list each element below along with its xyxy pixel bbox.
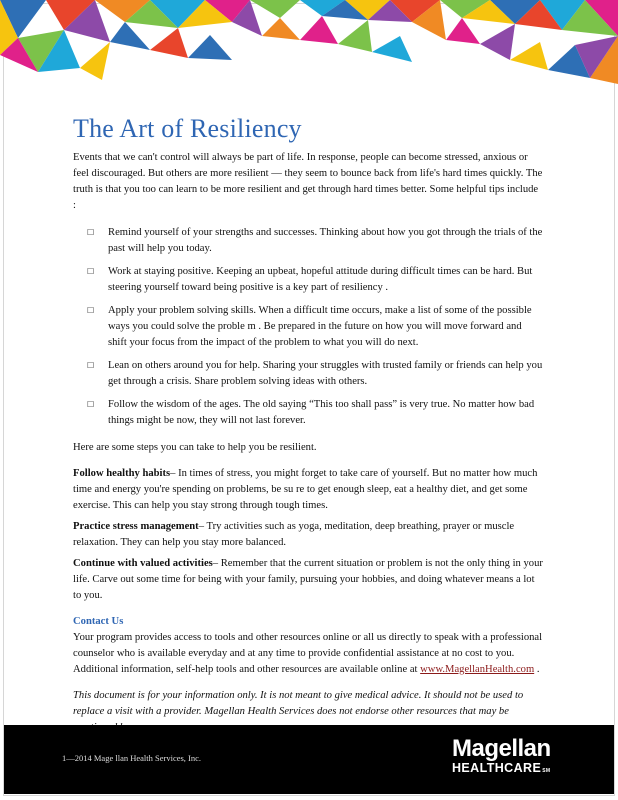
habit-heading: Continue with valued activities <box>73 558 213 569</box>
list-item <box>73 397 543 429</box>
decorative-triangles <box>0 0 618 100</box>
habit-text: – Remember that the current situation or problem is not the only thing in your life. Carve out some time for being with your family, pursuing your hobbies, and doing whatever means a lot to you. <box>73 558 543 601</box>
bullet-icon: ☐ <box>87 361 95 370</box>
service-mark: SM <box>542 768 551 774</box>
list-item <box>73 358 543 390</box>
bullet-icon: ☐ <box>87 228 95 237</box>
copyright-text: 1—2014 Mage llan Health Services, Inc. <box>62 753 202 763</box>
bullet-icon: ☐ <box>87 267 95 276</box>
habit-heading: Follow healthy habits <box>73 468 171 479</box>
contact-paragraph <box>73 630 543 678</box>
logo-subtitle-text: HEALTHCARE <box>452 761 542 775</box>
list-item <box>73 303 543 351</box>
list-item <box>73 225 543 257</box>
tip-text: Remind yourself of your strengths and successes. Thinking about how you got through the trials of the past will help you today. <box>108 227 543 254</box>
list-item <box>73 264 543 296</box>
habit-text: – Try activities such as yoga, meditation, deep breathing, prayer or muscle relaxation. They can help you stay more balanced. <box>73 521 515 548</box>
page-title: The Art of Resiliency <box>73 114 302 143</box>
tips-list <box>73 225 543 429</box>
magellan-logo <box>452 737 551 778</box>
tip-text: Work at staying positive. Keeping an upbeat, hopeful attitude during difficult times can be hard. But steering yourself toward being positive is a key part of resiliency . <box>108 266 533 293</box>
habit-paragraph <box>73 556 543 604</box>
tip-text: Apply your problem solving skills. When a difficult time occurs, make a list of some of the possible ways you could solve the proble m . Be prepared in the future on how you will move forward and shift your focus from the impact of the problem to what you will do next. <box>108 305 532 348</box>
bullet-icon: ☐ <box>87 400 95 409</box>
habit-heading: Practice stress management <box>73 521 199 532</box>
logo-wordmark: Magellan <box>452 735 551 762</box>
disclaimer: This document is for your information only. It is not meant to give medical advice. It should not be used to replace a visit with a provider. Magellan Health Services does not endorse other resources that may be <box>73 690 524 717</box>
contact-text: Your program provides access to tools and other resources online or all us directly to speak with a professional counselor who is available everyday and at any time to provide confidential assistance at no cost to you. Additional information, self-help tools and other resources are available online at <box>73 632 543 675</box>
magellan-website-link[interactable]: www.MagellanHealth.com <box>420 664 535 675</box>
bullet-icon: ☐ <box>87 306 95 315</box>
article-body <box>73 150 543 736</box>
habit-paragraph <box>73 519 543 551</box>
footer-bar <box>4 725 614 794</box>
tip-text: Lean on others around you for help. Sharing your struggles with trusted family or friends can help you get through a crisis. Share problem solving ideas with others. <box>108 360 543 387</box>
habit-paragraph <box>73 466 543 514</box>
contact-suffix: . <box>534 664 540 675</box>
steps-intro: Here are some steps you can take to help you be resilient. <box>73 442 317 453</box>
contact-heading: Contact Us <box>73 616 124 627</box>
logo-subtitle <box>452 761 551 778</box>
tip-text: Follow the wisdom of the ages. The old saying “This too shall pass” is very true. No matter how bad things might be now, they will not last forever. <box>108 399 535 426</box>
habit-text: – In times of stress, you might forget to take care of yourself. But no matter how much time and energy you're spending on problems, be su re to get enough sleep, eat a healthy diet, and get some exercise. This can help you stay strong through tough times. <box>73 468 538 511</box>
intro-paragraph: Events that we can't control will always be part of life. In response, people can become stressed, anxious or feel discouraged. But others are more resilient — they seem to bounce back from life's hard times quickly. The truth is that you too can learn to be more resilient and get through hard times better. Some helpful tips include : <box>73 152 543 211</box>
